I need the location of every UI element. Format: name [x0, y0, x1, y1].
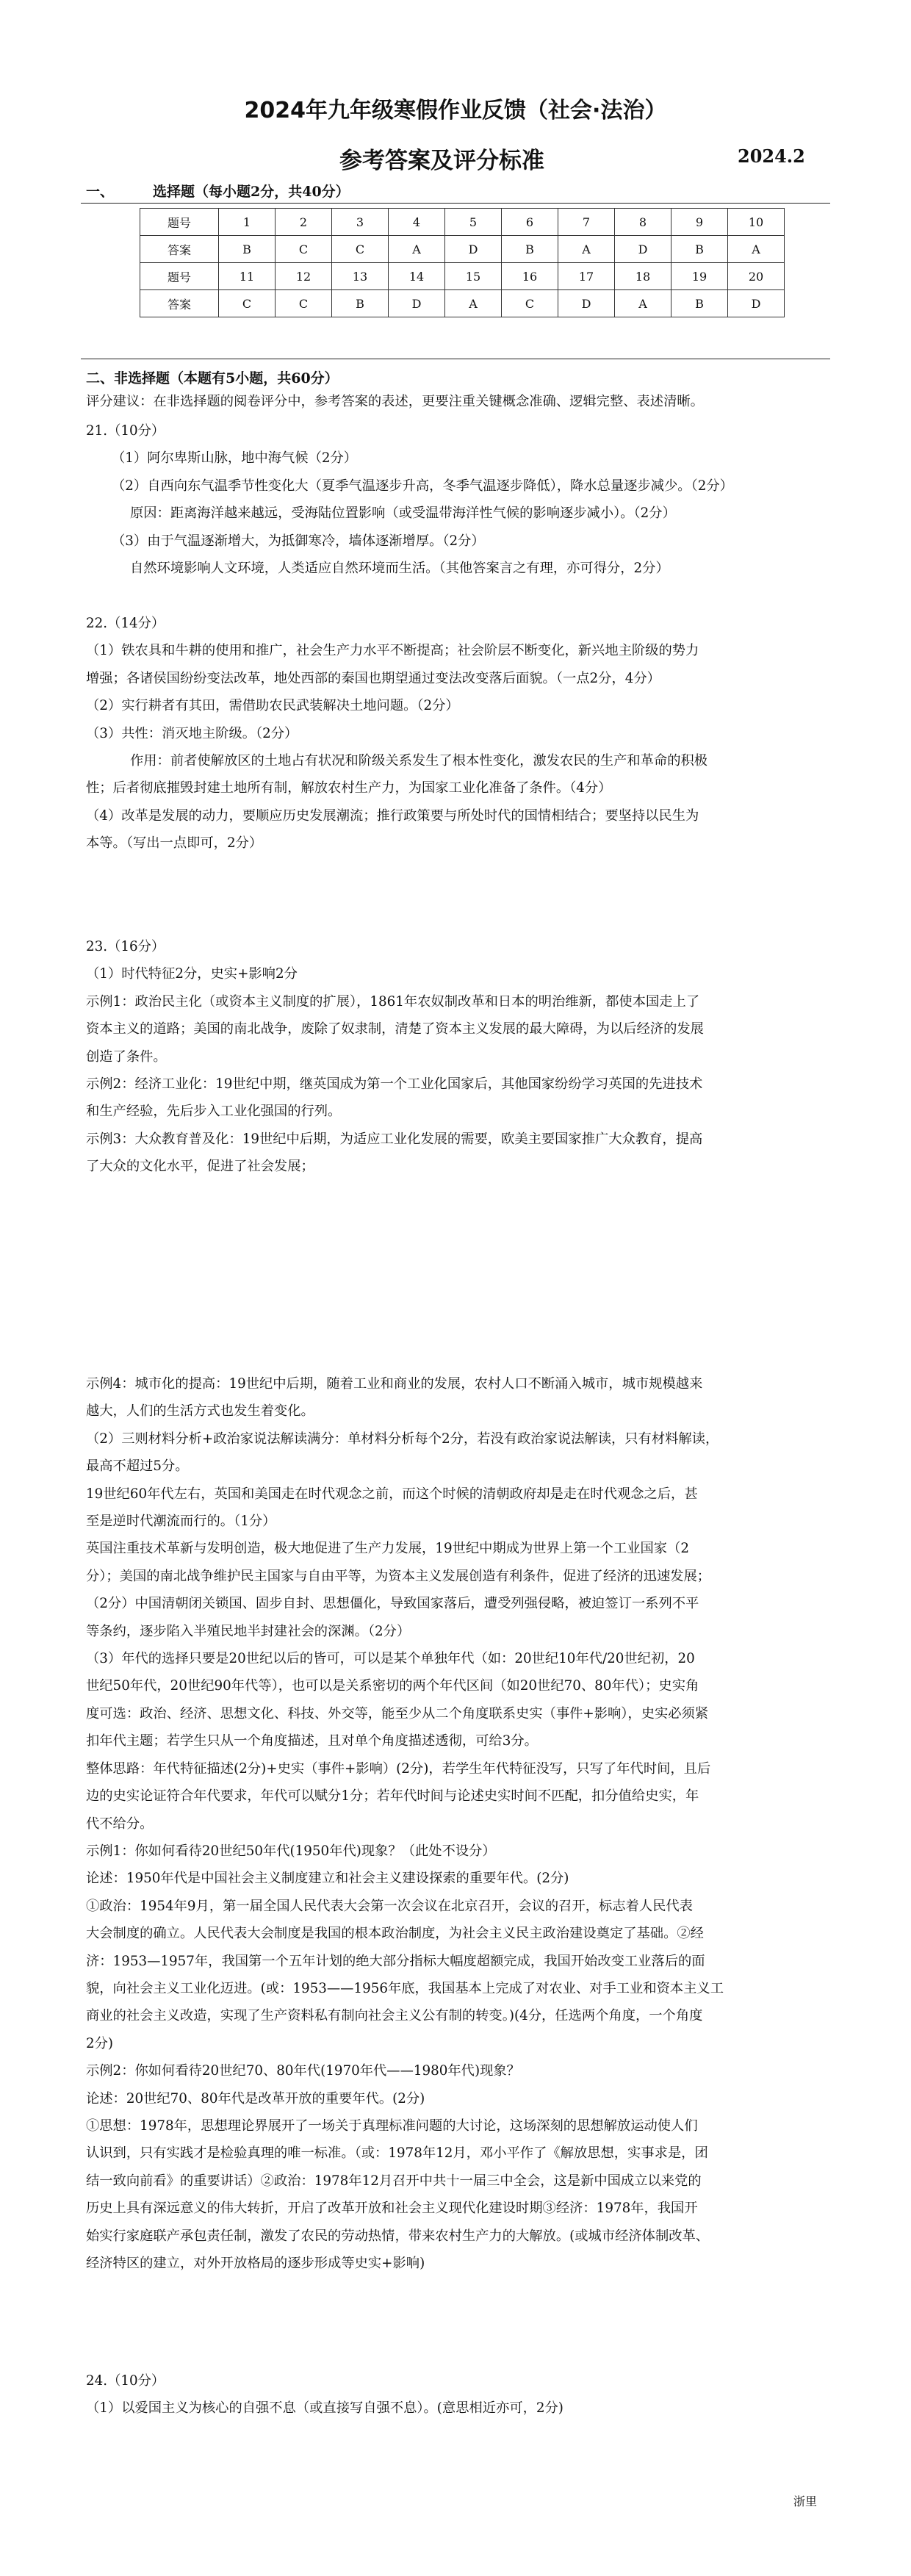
- text-line: （4）改革是发展的动力，要顺应历史发展潮流；推行政策要与所处时代的国情相结合；要坚持以民生为: [86, 807, 699, 824]
- text-line: 作用：前者使解放区的土地占有状况和阶级关系发生了根本性变化，激发农民的生产和革命的积极: [130, 753, 708, 769]
- text-line: （2）三则材料分析+政治家说法解读满分：单材料分析每个2分，若没有政治家说法解读，只有材料解读，: [86, 1431, 719, 1447]
- text-line: 等条约，逐步陷入半殖民地半封建社会的深渊。（2分）: [86, 1623, 411, 1639]
- text-line: 大会制度的确立。人民代表大会制度是我国的根本政治制度，为社会主义民主政治建设奠定了基础。②经: [86, 1926, 704, 1942]
- text-line: 结一致向前看》的重要讲话）②政治：1978年12月召开中共十一届三中全会，这是新中国成立以来党的: [86, 2173, 702, 2189]
- text-line: 商业的社会主义改造，实现了生产资料私有制向社会主义公有制的转变。)(4分，任选两个角度，一个角度: [86, 2008, 703, 2024]
- question-23-block: [86, 933, 828, 1181]
- text-line: 扣年代主题；若学生只从一个角度描述，且对单个角度描述透彻，可给3分。: [86, 1733, 538, 1749]
- table-row: 答案 B C C A D B A D B A: [140, 236, 785, 263]
- answer-table: [140, 208, 785, 317]
- text-line: 原因：距离海洋越来越远，受海陆位置影响（或受温带海洋性气候的影响逐步减小）。（2分）: [130, 506, 676, 522]
- text-line: 认识到，只有实践才是检验真理的唯一标准。（或：1978年12月，邓小平作了《解放思想，实事求是，团: [86, 2145, 708, 2162]
- text-line: 24.（10分）: [86, 2373, 165, 2389]
- text-line: 了大众的文化水平，促进了社会发展；: [86, 1159, 314, 1175]
- text-line: 至是逆时代潮流而行的。（1分）: [86, 1514, 276, 1530]
- footer-signature: 浙里: [793, 2494, 818, 2508]
- text-line: 示例1：政治民主化（或资本主义制度的扩展），1861年农奴制改革和日本的明治维新，都使本国走上了: [86, 993, 700, 1010]
- scoring-advice: 评分建议：在非选择题的阅卷评分中，参考答案的表述，更要注重关键概念准确、逻辑完整、表述清晰。: [86, 394, 704, 409]
- section1-heading: 选择题（每小题2分，共40分）: [153, 184, 350, 200]
- text-line: 整体思路：年代特征描述(2分)+史实（事件+影响）(2分)，若学生年代特征没写，只写了年代时间，且后: [86, 1760, 711, 1777]
- text-line: 示例2：经济工业化：19世纪中期，继英国成为第一个工业化国家后，其他国家纷纷学习英国的先进技术: [86, 1076, 703, 1093]
- section1-number: 一、: [86, 184, 115, 200]
- text-line: 22.（14分）: [86, 616, 165, 631]
- text-line: （1）阿尔卑斯山脉，地中海气候（2分）: [112, 450, 358, 467]
- table-row: 答案 C C B D A C D A B D: [140, 290, 785, 317]
- text-line: 始实行家庭联产承包责任制，激发了农民的劳动热情，带来农村生产力的大解放。(或城市经济体制改革、: [86, 2228, 710, 2244]
- text-line: 自然环境影响人文环境，人类适应自然环境而生活。（其他答案言之有理，亦可得分，2分）: [130, 561, 669, 577]
- text-line: 英国注重技术革新与发明创造，极大地促进了生产力发展，19世纪中期成为世界上第一个工业国家（2: [86, 1541, 689, 1557]
- text-line: 代不给分。: [86, 1816, 154, 1832]
- text-line: （1）以爱国主义为核心的自强不息（或直接写自强不息）。(意思相近亦可，2分): [86, 2400, 563, 2417]
- text-line: （2）自西向东气温季节性变化大（夏季气温逐步升高，冬季气温逐步降低），降水总量逐步减少。（2分）: [112, 478, 733, 494]
- text-line: （2）实行耕者有其田，需借助农民武装解决土地问题。（2分）: [86, 698, 459, 714]
- text-line: （1）时代特征2分，史实+影响2分: [86, 966, 298, 982]
- text-line: （1）铁农具和牛耕的使用和推广，社会生产力水平不断提高；社会阶层不断变化，新兴地主阶级的势力: [86, 643, 699, 659]
- text-line: 分）；美国的南北战争维护民主国家与自由平等，为资本主义发展创造有利条件，促进了经济的迅速发展；: [86, 1568, 711, 1584]
- text-line: 边的史实论证符合年代要求，年代可以赋分1分；若年代时间与论述史实时间不匹配，扣分值给史实，年: [86, 1788, 699, 1805]
- text-line: 资本主义的道路；美国的南北战争，废除了奴隶制，清楚了资本主义发展的最大障碍，为以后经济的发展: [86, 1021, 704, 1037]
- text-line: 增强；各诸侯国纷纷变法改革，地处西部的秦国也期望通过变法改变落后面貌。（一点2分，4分）: [86, 670, 660, 686]
- document-date: 2024.2: [738, 145, 805, 167]
- text-line: （2分）中国清朝闭关锁国、固步自封、思想僵化，导致国家落后，遭受列强侵略，被迫签订一系列不平: [86, 1596, 699, 1612]
- text-line: 济：1953—1957年，我国第一个五年计划的绝大部分指标大幅度超额完成，我国开始改变工业落后的面: [86, 1953, 705, 1969]
- text-line: ①思想：1978年，思想理论界展开了一场关于真理标准问题的大讨论，这场深刻的思想解放运动使人们: [86, 2118, 698, 2134]
- text-line: 世纪50年代，20世纪90年代等），也可以是关系密切的两个年代区间（如20世纪70、80年代）；史实角: [86, 1678, 699, 1694]
- text-line: （3）年代的选择只要是20世纪以后的皆可，可以是某个单独年代（如：20世纪10年代/20世纪初，20: [86, 1651, 695, 1667]
- document-subtitle: 参考答案及评分标准: [339, 148, 544, 174]
- text-line: 本等。（写出一点即可，2分）: [86, 835, 263, 852]
- table-row: 题号 11 12 13 14 15 16 17 18 19 20: [140, 263, 785, 290]
- text-line: 23.（16分）: [86, 939, 165, 954]
- text-line: 历史上具有深远意义的伟大转折，开启了改革开放和社会主义现代化建设时期③经济：1978年，我国开: [86, 2201, 698, 2217]
- text-line: 论述：20世纪70、80年代是改革开放的重要年代。(2分): [86, 2090, 425, 2107]
- text-line: 度可选：政治、经济、思想文化、科技、外交等，能至少从二个角度联系史实（事件+影响），史实必须紧: [86, 1705, 709, 1721]
- text-line: 貌，向社会主义工业化迈进。(或：1953——1956年底，我国基本上完成了对农业、对手工业和资本主义工: [86, 1980, 724, 1996]
- text-line: 示例4：城市化的提高：19世纪中后期，随着工业和商业的发展，农村人口不断涌入城市，城市规模越来: [86, 1376, 703, 1392]
- text-line: （3）由于气温逐渐增大，为抵御寒冷，墙体逐渐增厚。（2分）: [112, 533, 485, 549]
- question-21-block: [86, 417, 828, 582]
- section1-divider: [81, 203, 830, 204]
- text-line: 21.（10分）: [86, 423, 165, 439]
- text-line: 越大，人们的生活方式也发生着变化。: [86, 1403, 314, 1420]
- text-line: 创造了条件。: [86, 1048, 167, 1065]
- text-line: 2分): [86, 2035, 114, 2051]
- text-line: 最高不超过5分。: [86, 1458, 189, 1475]
- text-line: 经济特区的建立，对外开放格局的逐步形成等史实+影响): [86, 2256, 425, 2271]
- text-line: 论述：1950年代是中国社会主义制度建立和社会主义建设探索的重要年代。(2分): [86, 1871, 569, 1887]
- text-line: （3）共性：消灭地主阶级。（2分）: [86, 725, 298, 741]
- text-line: ①政治：1954年9月，第一届全国人民代表大会第一次会议在北京召开，会议的召开，标志着人民代表: [86, 1898, 693, 1914]
- question-23-continued-block: [86, 1370, 828, 2277]
- text-line: 示例2：你如何看待20世纪70、80年代(1970年代——1980年代)现象？: [86, 2063, 520, 2079]
- text-line: 示例1：你如何看待20世纪50年代(1950年代)现象？（此处不设分）: [86, 1843, 496, 1859]
- table-row: 题号 1 2 3 4 5 6 7 8 9 10: [140, 209, 785, 236]
- section2-heading: 二、非选择题（本题有5小题，共60分）: [86, 370, 339, 386]
- text-line: 性；后者彻底摧毁封建土地所有制，解放农村生产力，为国家工业化准备了条件。（4分）: [86, 780, 612, 796]
- question-22-block: [86, 610, 828, 857]
- text-line: 和生产经验，先后步入工业化强国的行列。: [86, 1104, 342, 1120]
- document-title: 2024年九年级寒假作业反馈（社会·法治）: [244, 98, 667, 123]
- text-line: 19世纪60年代左右，英国和美国走在时代观念之前，而这个时候的清朝政府却是走在时代观念之后，甚: [86, 1486, 698, 1502]
- question-24-block: [86, 2367, 828, 2422]
- text-line: 示例3：大众教育普及化：19世纪中后期，为适应工业化发展的需要，欧美主要国家推广大众教育，提高: [86, 1131, 703, 1147]
